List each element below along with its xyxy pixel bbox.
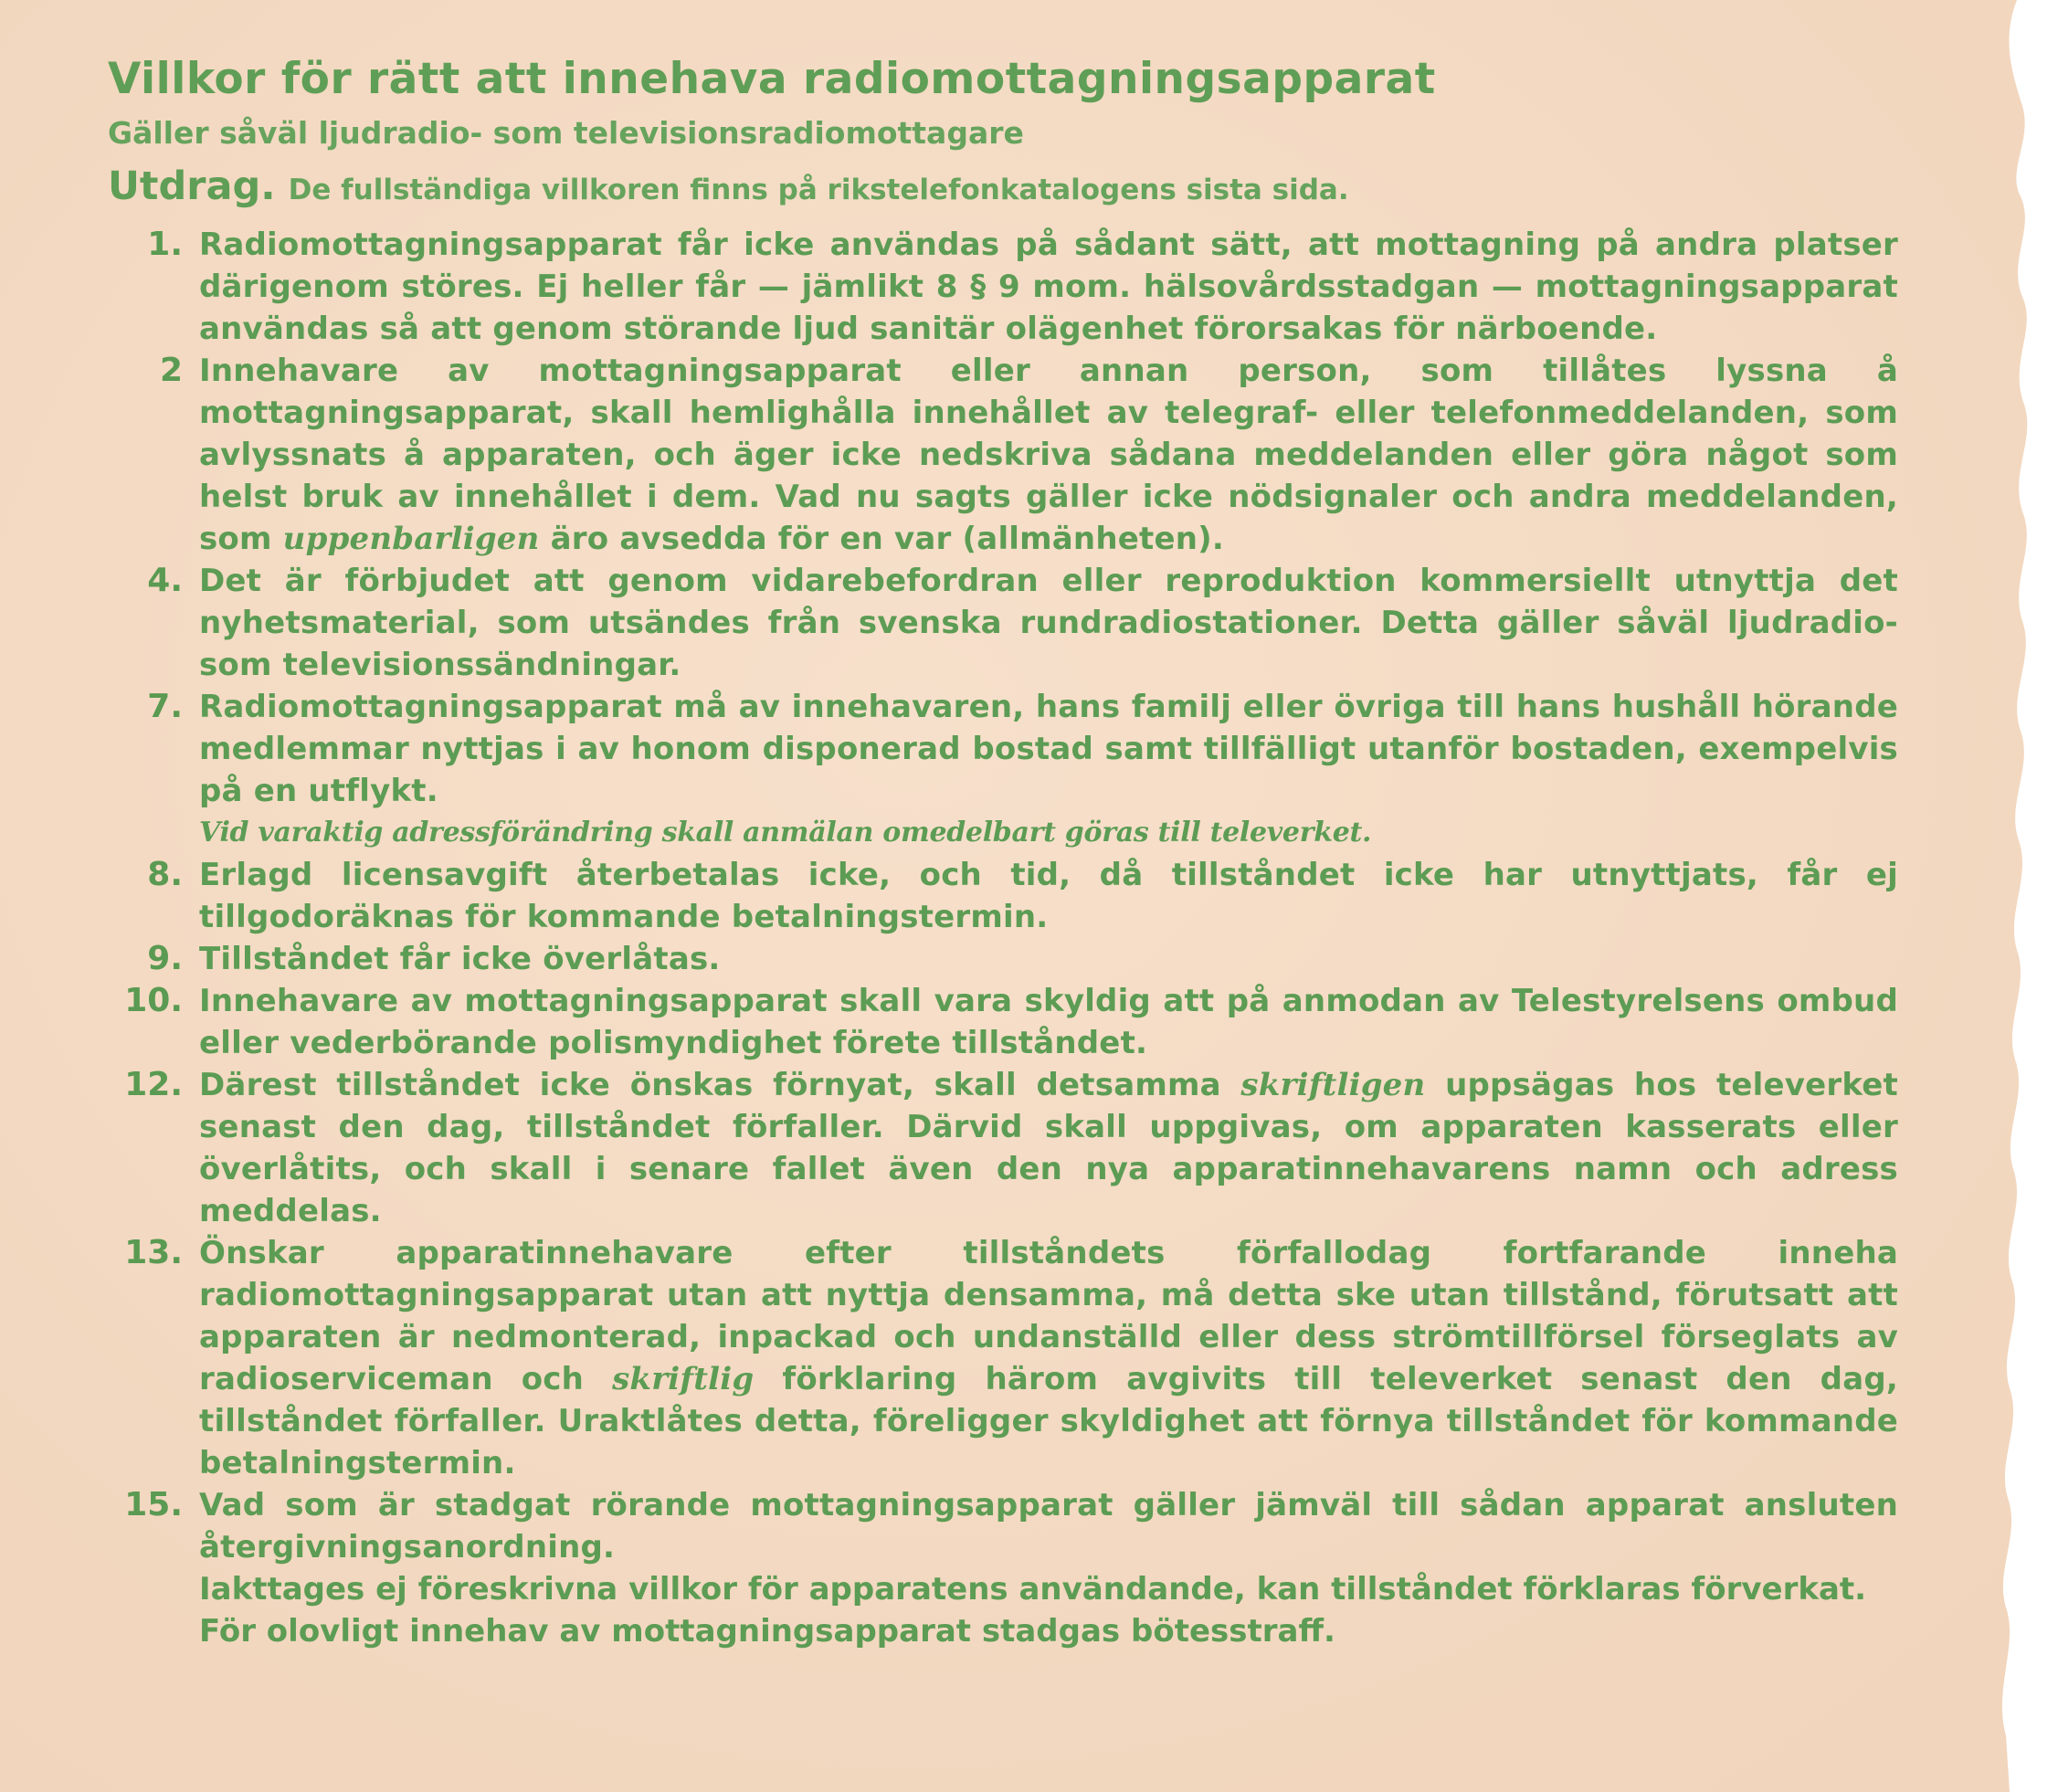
condition-text: Radiomottagningsapparat må av innehavaren, hans familj eller övriga till hans hushåll hörande medlemmar nyttjas i av honom disponerad bostad samt tillfälligt utanför bostaden, exempelvis på en utflykt. Vid varaktig adressförändring skall anmälan omedelbart göras till televerket. [199, 686, 1898, 854]
condition-number: 8. [147, 856, 183, 893]
card-content [108, 51, 1898, 1652]
emphasis-text: skriftligen [1240, 1067, 1426, 1103]
condition-number: 10. [124, 982, 183, 1019]
condition-text: Erlagd licensavgift återbetalas icke, och tid, då tillståndet icke har utnyttjats, får ej tillgodoräknas för kommande betalningstermin. [199, 857, 1898, 935]
address-change-note: Vid varaktig adressförändring skall anmälan omedelbart göras till televerket. [199, 817, 1372, 849]
penalty-notice: Iakttages ej föreskrivna villkor för apparatens användande, kan tillståndet förklaras förverkat. För olovligt innehav av mottagningsapparat stadgas bötesstraff. [199, 1571, 1867, 1650]
condition-number: 15. [124, 1486, 183, 1523]
emphasis-text: uppenbarligen [282, 521, 540, 557]
condition-item [108, 980, 1898, 1064]
condition-text: Önskar apparatinnehavare efter tillståndets förfallodag fortfarande inneha radiomottagningsapparat utan att nyttja densamma, må detta ske utan tillstånd, förutsatt att apparaten är nedmonterad, inpackad och undanställd eller dess strömtillförsel förseglats av radioserviceman och skriftlig förklaring härom avgivits till televerket senast den dag, tillståndet förfaller. Uraktlåtes detta, föreligger skyldighet att förnya tillståndet för kommande betalningstermin. [199, 1235, 1898, 1481]
condition-number: 12. [124, 1066, 183, 1103]
utdrag-text: De fullständiga villkoren finns på rikstelefonkatalogens sista sida. [288, 174, 1349, 206]
condition-item [108, 224, 1898, 350]
condition-number: 7. [147, 688, 183, 725]
condition-item [108, 1064, 1898, 1232]
condition-item [108, 938, 1898, 980]
condition-item [108, 854, 1898, 938]
condition-item [108, 1232, 1898, 1484]
condition-text: Tillståndet får icke överlåtas. [199, 941, 721, 977]
condition-text: Innehavare av mottagningsapparat skall vara skyldig att på anmodan av Telestyrelsens ombud eller vederbörande polismyndighet förete tillståndet. [199, 983, 1898, 1061]
conditions-list [108, 224, 1898, 1568]
condition-text: Det är förbjudet att genom vidarebefordran eller reproduktion kommersiellt utnyttja det nyhetsmaterial, som utsändes från svenska rundradiostationer. Detta gäller såväl ljudradio- som televisionssändningar. [199, 563, 1898, 683]
condition-item [108, 560, 1898, 686]
condition-number: 1. [147, 226, 183, 263]
emphasis-text: skriftlig [612, 1361, 755, 1397]
utdrag-line [108, 163, 1898, 218]
condition-item [108, 350, 1898, 560]
card-title: Villkor för rätt att innehava radiomottagningsapparat [108, 54, 1436, 104]
card-subtitle: Gäller såväl ljudradio- som televisionsradiomottagare [108, 115, 1024, 151]
condition-number: 9. [147, 940, 183, 977]
condition-text: Innehavare av mottagningsapparat eller annan person, som tillåtes lyssna å mottagningsapparat, skall hemlighålla innehållet av telegraf- eller telefonmeddelanden, som avlyssnats å apparaten, och äger icke nedskriva sådana meddelanden eller göra något som helst bruk av innehållet i dem. Vad nu sagts gäller icke nödsignaler och andra meddelanden, som uppenbarligen äro avsedda för en var (allmänheten). [199, 353, 1898, 557]
condition-number: 13. [124, 1234, 183, 1271]
utdrag-label: Utdrag. [108, 163, 276, 209]
condition-item [108, 686, 1898, 854]
condition-item [108, 1484, 1898, 1568]
condition-text: Radiomottagningsapparat får icke användas på sådant sätt, att mottagning på andra platser därigenom störes. Ej heller får — jämlikt 8 § 9 mom. hälsovårdsstadgan — mottagningsapparat användas så att genom störande ljud sanitär olägenhet förorsakas för närboende. [199, 227, 1898, 347]
condition-text: Vad som är stadgat rörande mottagningsapparat gäller jämväl till sådan apparat ansluten återgivningsanordning. [199, 1487, 1898, 1565]
condition-number: 4. [147, 562, 183, 599]
condition-number: 2 [159, 352, 183, 389]
condition-text: Därest tillståndet icke önskas förnyat, skall detsamma skriftligen uppsägas hos televerket senast den dag, tillståndet förfaller. Därvid skall uppgivas, om apparaten kasserats eller överlåtits, och skall i senare fallet även den nya apparatinnehavarens namn och adress meddelas. [199, 1067, 1898, 1229]
